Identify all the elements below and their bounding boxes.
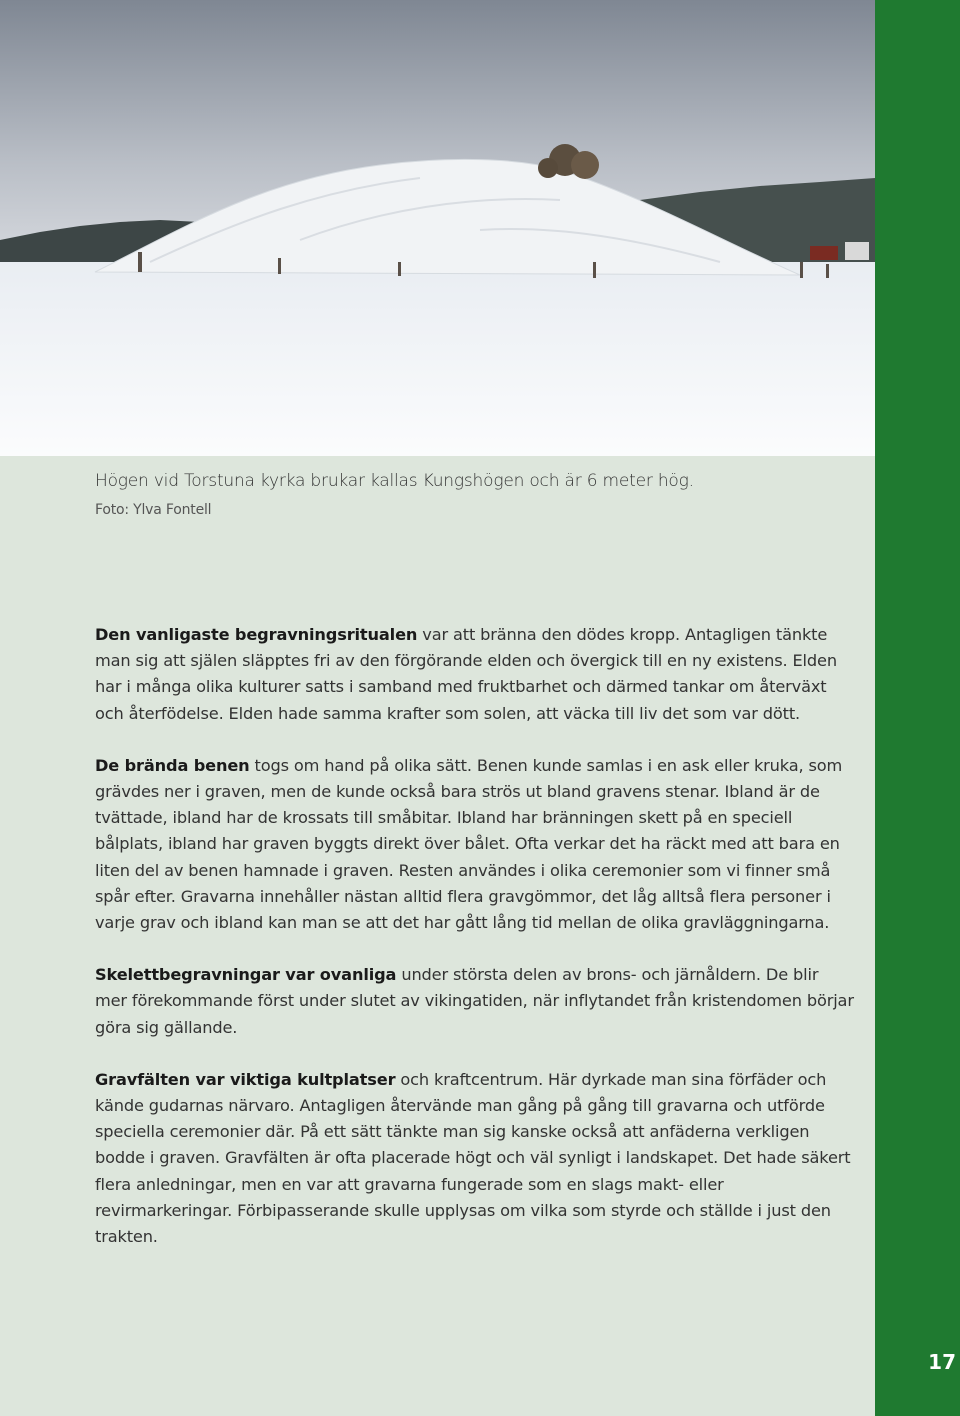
paragraph-skeleton-burials — [95, 962, 855, 1041]
white-house — [845, 242, 869, 260]
caption-text: Högen vid Torstuna kyrka brukar kallas Kungshögen och är 6 meter hög. — [95, 471, 694, 491]
page-number: 17 — [928, 1350, 956, 1374]
red-house — [810, 246, 838, 260]
paragraph-body: togs om hand på olika sätt. Benen kunde samlas i en ask eller kruka, som grävdes ner i graven, men de kunde också bara strös ut bland gravens stenar. Ibland är de tvättade, ibland har de krossats till småbitar. Ibland har bränningen skett på en speciell bålplats, ibland har graven byggts direkt över bålet. Ofta verkar det ha räckt med att bara en liten del av benen hamnade i graven. Resten användes i olika ceremonier som vi finner små spår efter. Gravarna innehåller nästan alltid flera gravgömmor, det låg alltså flera personer i varje grav och ibland kan man se att det har gått lång tid mellan de olika gravläggningarna. — [95, 755, 843, 933]
paragraph-burnt-bones — [95, 753, 855, 936]
snow-field — [0, 262, 875, 456]
paragraph-grave-fields — [95, 1067, 855, 1250]
photo-caption — [95, 468, 855, 520]
photo-illustration — [0, 0, 875, 456]
body-text — [95, 622, 855, 1276]
sidebar-bar — [875, 0, 960, 1416]
paragraph-lead: Skelettbegravningar var ovanliga — [95, 965, 397, 985]
paragraph-body: och kraftcentrum. Här dyrkade man sina förfäder och kände gudarnas närvaro. Antagligen återvände man gång på gång till gravarna och utförde speciella ceremonier där. På ett sätt tänkte man sig kanske också att anfäderna verkligen bodde i graven. Gravfälten är ofta placerade högt och väl synligt i landskapet. Det hade säkert flera anledningar, men en var att gravarna fungerade som en slags makt- eller revirmarkeringar. Förbipasserande skulle upplysas om vilka som styrde och ställde i just den trakten. — [95, 1069, 851, 1247]
paragraph-body: var att bränna den dödes kropp. Antagligen tänkte man sig att själen släpptes fri av den förgörande elden och övergick till en ny existens. Elden har i många olika kulturer satts i samband med fruktbarhet och därmed tankar om återväxt och återfödelse. Elden hade samma krafter som solen, att väcka till liv det som var dött. — [95, 625, 837, 723]
paragraph-lead: Den vanligaste begravningsritualen — [95, 625, 418, 644]
paragraph-body: under största delen av brons- och järnåldern. De blir mer förekommande först under slutet av vikingatiden, när inflytandet från kristendomen börjar göra sig gällande. — [95, 965, 854, 1037]
burial-mound-photo — [0, 0, 875, 456]
paragraph-lead: Gravfälten var viktiga kultplatser — [95, 1069, 396, 1089]
photo-credit: Foto: Ylva Fontell — [95, 502, 212, 518]
paragraph-lead: De brända benen — [95, 755, 250, 775]
paragraph-cremation — [95, 622, 855, 727]
